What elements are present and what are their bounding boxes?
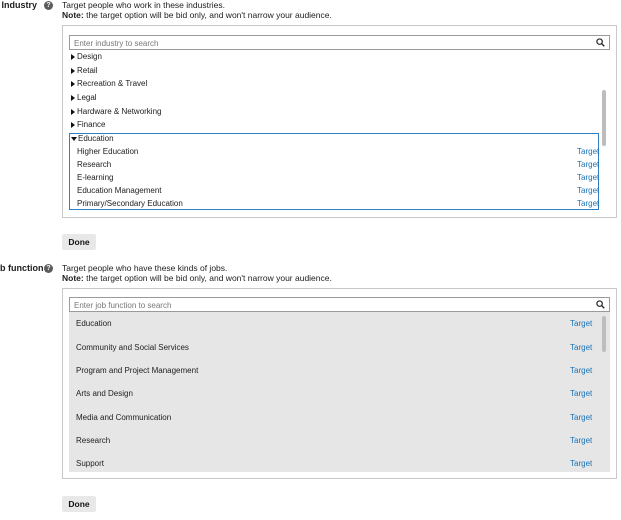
industry-scrollbar[interactable]: [602, 90, 606, 146]
industry-subitem-label: Higher Education: [77, 147, 139, 156]
job-function-done-button[interactable]: Done: [62, 496, 96, 512]
caret-down-icon[interactable]: [71, 137, 77, 141]
industry-item-label: Recreation & Travel: [77, 79, 148, 88]
industry-label: Industry: [1, 0, 37, 10]
search-icon[interactable]: [596, 300, 605, 309]
job-function-label: b function: [0, 263, 44, 273]
question-circle-icon[interactable]: ?: [44, 264, 53, 273]
job-function-search-box[interactable]: [69, 297, 610, 312]
job-function-item-arts-design[interactable]: [69, 389, 599, 401]
target-link[interactable]: Target: [577, 173, 600, 182]
target-link[interactable]: Target: [577, 199, 600, 208]
target-link[interactable]: Target: [577, 147, 600, 156]
target-link[interactable]: Target: [577, 186, 600, 195]
target-link[interactable]: Target: [570, 459, 593, 468]
industry-subitem-label: Education Management: [77, 186, 162, 195]
job-function-description: [62, 263, 332, 283]
job-function-item-support[interactable]: [69, 459, 599, 471]
job-function-item-research[interactable]: [69, 436, 599, 448]
job-function-item-label: Arts and Design: [76, 389, 133, 398]
target-link[interactable]: Target: [570, 413, 593, 422]
industry-item-label: Education: [78, 134, 114, 143]
industry-note-text: the target option will be bid only, and won't narrow your audience.: [83, 10, 332, 20]
caret-right-icon[interactable]: [71, 122, 75, 128]
job-function-note-label: Note:: [62, 273, 84, 283]
industry-list: [69, 50, 610, 210]
industry-search-box[interactable]: [69, 35, 610, 50]
industry-note-label: Note:: [62, 10, 84, 20]
caret-right-icon[interactable]: [71, 54, 75, 60]
job-function-note-text: the target option will be bid only, and won't narrow your audience.: [83, 273, 332, 283]
target-link[interactable]: Target: [570, 343, 593, 352]
job-function-description-text: Target people who have these kinds of jobs.: [62, 263, 228, 273]
industry-done-button[interactable]: Done: [62, 234, 96, 250]
industry-item-label: Hardware & Networking: [77, 107, 162, 116]
target-link[interactable]: Target: [570, 366, 593, 375]
caret-right-icon[interactable]: [71, 109, 75, 115]
industry-subitem-label: Primary/Secondary Education: [77, 199, 183, 208]
industry-item-label: Finance: [77, 120, 106, 129]
question-circle-icon[interactable]: ?: [44, 1, 53, 10]
job-function-note: [62, 273, 332, 283]
job-function-scrollbar[interactable]: [602, 316, 606, 352]
industry-note: [62, 10, 332, 20]
job-function-item-label: Support: [76, 459, 105, 468]
industry-description-text: Target people who work in these industries.: [62, 0, 226, 10]
caret-right-icon[interactable]: [71, 81, 75, 87]
job-function-item-label: Program and Project Management: [76, 366, 199, 375]
target-link[interactable]: Target: [577, 160, 600, 169]
search-icon[interactable]: [596, 38, 605, 47]
job-function-list: [69, 312, 610, 472]
job-function-item-media[interactable]: [69, 413, 599, 425]
industry-item-label: Legal: [77, 93, 97, 102]
target-link[interactable]: Target: [570, 319, 593, 328]
industry-group-education: [69, 133, 599, 210]
industry-item-label: Design: [77, 52, 102, 61]
industry-item-label: Retail: [77, 66, 98, 75]
job-function-item-program-project[interactable]: [69, 366, 599, 378]
caret-right-icon[interactable]: [71, 95, 75, 101]
caret-right-icon[interactable]: [71, 68, 75, 74]
job-function-item-label: Education: [76, 319, 112, 328]
industry-subitem-label: E-learning: [77, 173, 114, 182]
target-link[interactable]: Target: [570, 389, 593, 398]
industry-search-input[interactable]: [74, 37, 574, 49]
industry-description: [62, 0, 332, 20]
target-link[interactable]: Target: [570, 436, 593, 445]
job-function-search-input[interactable]: [74, 299, 574, 311]
job-function-item-education[interactable]: [69, 319, 599, 331]
job-function-item-community[interactable]: [69, 343, 599, 355]
job-function-item-label: Media and Communication: [76, 413, 172, 422]
industry-subitem-label: Research: [77, 160, 112, 169]
job-function-item-label: Community and Social Services: [76, 343, 189, 352]
job-function-item-label: Research: [76, 436, 111, 445]
